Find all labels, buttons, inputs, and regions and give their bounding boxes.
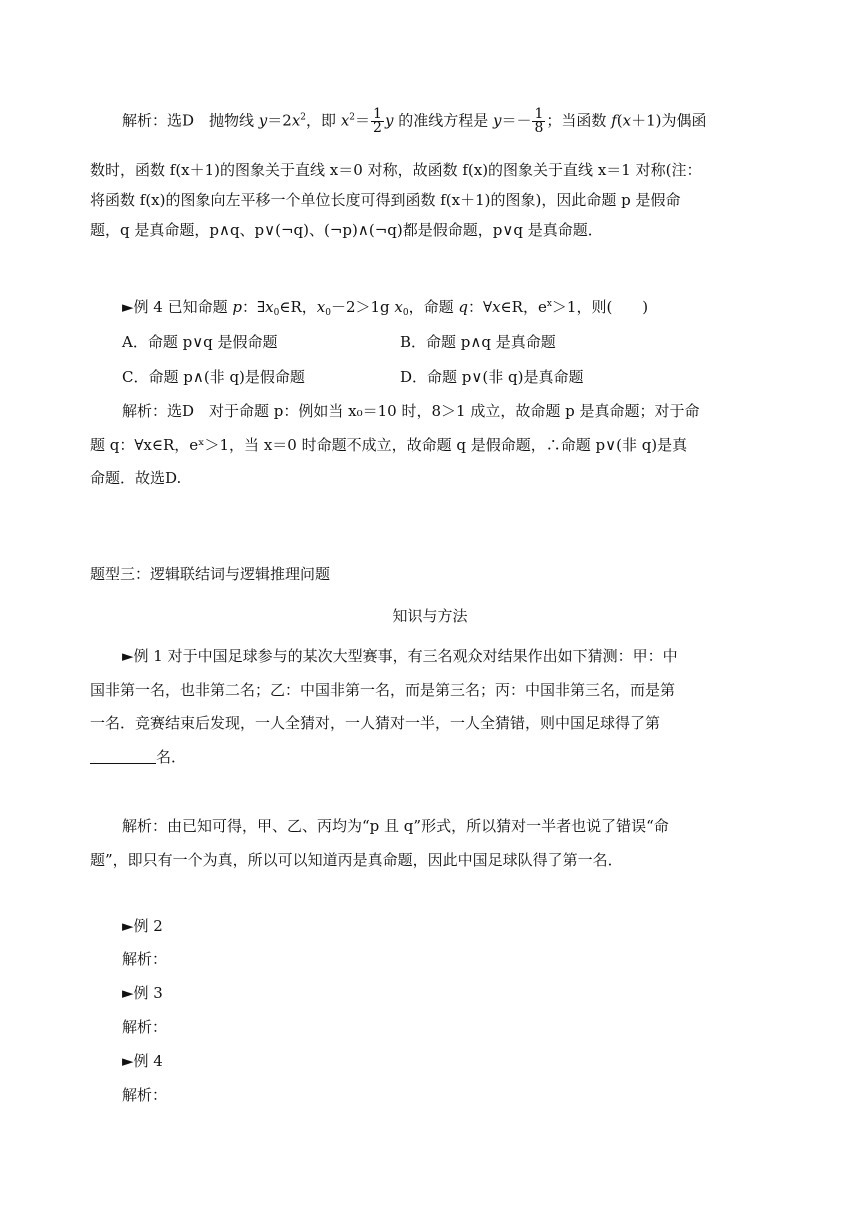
example-4b-label: ►例 4 — [122, 1052, 163, 1070]
text: x — [492, 298, 501, 316]
text: ∈R，e — [500, 298, 547, 316]
example-4-solution-3: 命题．故选D. — [90, 469, 182, 487]
text: ：∀ — [468, 298, 493, 316]
text: ＝2 — [267, 111, 292, 130]
example-1-line-1: ►例 1 对于中国足球参与的某次大型赛事，有三名观众对结果作出如下猜测：甲：中 — [122, 647, 678, 665]
example-1-solution-1: 解析：由已知可得，甲、乙、丙均为“p 且 q”形式，所以猜对一半者也说了错误“命 — [122, 817, 669, 835]
text: y — [492, 111, 502, 130]
example-4-stem — [122, 296, 770, 318]
solution-line-1 — [122, 108, 770, 135]
text: ＝ — [355, 111, 371, 130]
text: x — [340, 111, 350, 130]
option-c: C．命题 p∧(非 q)是假命题 — [122, 368, 305, 386]
fraction — [532, 108, 545, 135]
text: ＞1，则( ) — [551, 298, 649, 316]
example-4-solution-1: 解析：选D 对于命题 p：例如当 x₀＝10 时，8＞1 成立，故命题 p 是真命题；对于命 — [122, 402, 700, 420]
text: ∈R， — [279, 298, 317, 316]
text: ：∃ — [242, 298, 266, 316]
text: ，命题 — [408, 298, 459, 316]
text: ( — [616, 111, 623, 130]
text: x — [265, 298, 274, 316]
subscript: 0 — [325, 308, 331, 318]
example-4b-solution: 解析： — [122, 1086, 168, 1104]
text: 解析：选D 抛物线 — [122, 111, 259, 130]
solution-line-4: 题，q 是真命题，p∧q、p∨(¬q)、(¬p)∧(¬q)都是假命题，p∨q 是真命题． — [90, 221, 603, 239]
example-2-solution: 解析： — [122, 950, 168, 968]
example-3-solution: 解析： — [122, 1018, 168, 1036]
text: y — [384, 111, 394, 130]
text: q — [458, 298, 469, 316]
fraction-denominator: 8 — [534, 120, 544, 136]
text: ＝－ — [501, 111, 532, 130]
superscript: 2 — [349, 112, 356, 123]
text: ►例 4 已知命题 — [122, 298, 233, 316]
example-3-label: ►例 3 — [122, 984, 163, 1002]
fraction-numerator: 1 — [534, 106, 544, 122]
text: p — [232, 298, 242, 316]
subscript: 0 — [273, 308, 280, 318]
fraction-denominator: 2 — [373, 120, 382, 136]
superscript: 2 — [300, 112, 307, 123]
example-4-solution-2: 题 q：∀x∈R，eˣ＞1，当 x＝0 时命题不成立，故命题 q 是假命题，∴命题 p∨(非 q)是真 — [90, 436, 688, 454]
text: x — [291, 111, 301, 130]
text: 的准线方程是 — [393, 111, 493, 130]
text: f — [611, 111, 617, 130]
text: ；当函数 — [546, 111, 612, 130]
text: ，即 — [306, 111, 341, 130]
text: ＋1)为偶函 — [631, 111, 707, 130]
answer-blank — [90, 749, 156, 764]
fraction-numerator: 1 — [373, 106, 382, 122]
text: －2＞1g — [330, 298, 395, 316]
option-d: D．命题 p∨(非 q)是真命题 — [400, 368, 584, 386]
text: x — [394, 298, 403, 316]
fraction — [371, 108, 384, 135]
solution-line-2: 数时，函数 f(x＋1)的图象关于直线 x＝0 对称，故函数 f(x)的图象关于直线 x＝1 对称(注： — [90, 161, 702, 179]
text: x — [316, 298, 326, 316]
section-subtitle: 知识与方法 — [392, 607, 468, 625]
text: 名． — [156, 748, 187, 766]
option-a: A．命题 p∨q 是假命题 — [122, 333, 278, 351]
subscript: 0 — [402, 308, 409, 318]
text: y — [258, 111, 268, 130]
example-1-line-4 — [90, 746, 770, 768]
example-1-line-2: 国非第一名，也非第二名；乙：中国非第一名，而是第三名；丙：中国非第三名，而是第 — [90, 681, 676, 699]
solution-line-3: 将函数 f(x)的图象向左平移一个单位长度可得到函数 f(x＋1)的图象)，因此命题 p 是假命 — [90, 191, 681, 209]
option-b: B．命题 p∧q 是真命题 — [400, 333, 556, 351]
example-2-label: ►例 2 — [122, 917, 163, 935]
superscript: x — [546, 299, 552, 309]
example-1-solution-2: 题”，即只有一个为真，所以可以知道丙是真命题，因此中国足球队得了第一名． — [90, 851, 623, 869]
section-title: 题型三：逻辑联结词与逻辑推理问题 — [90, 565, 331, 583]
text: x — [622, 111, 632, 130]
example-1-line-3: 一名．竞赛结束后发现，一人全猜对，一人猜对一半，一人全猜错，则中国足球得了第 — [90, 714, 661, 732]
